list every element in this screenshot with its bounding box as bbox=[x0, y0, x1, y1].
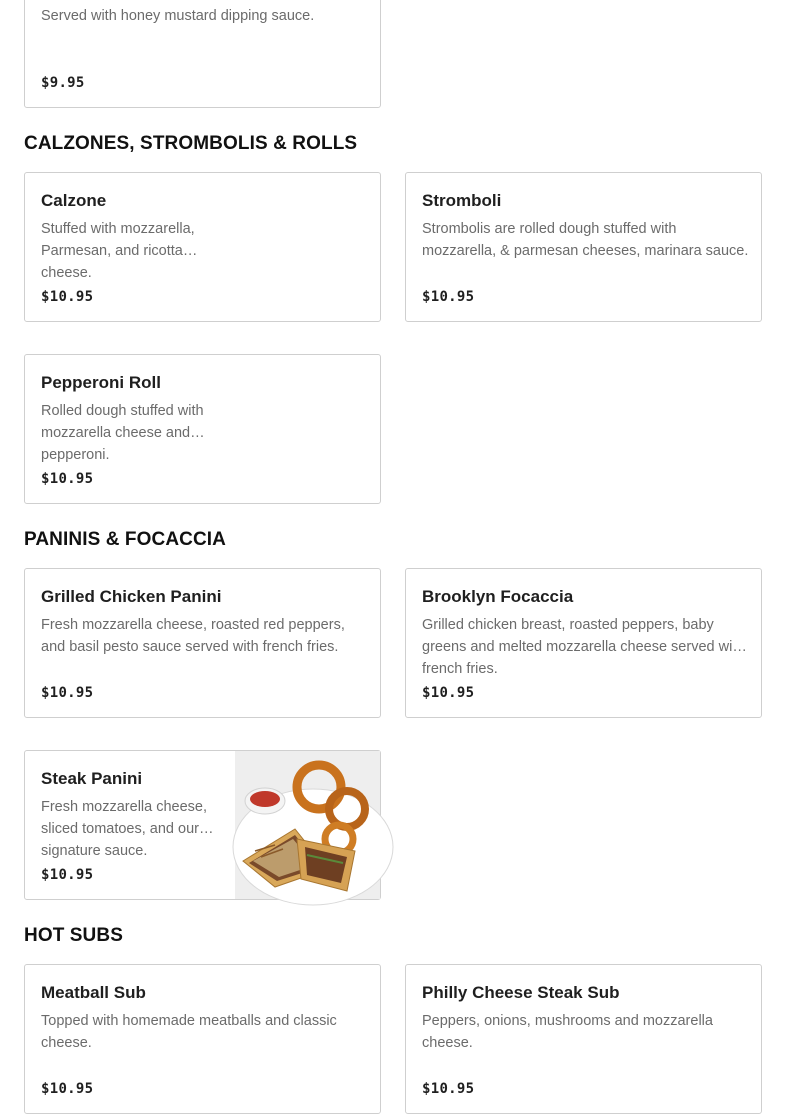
item-price: $10.95 bbox=[422, 1081, 475, 1097]
menu-item-grilled-chicken-panini[interactable] bbox=[24, 568, 381, 718]
menu-item-philly-cheese-steak-sub[interactable] bbox=[405, 964, 762, 1114]
item-name: Meatball Sub bbox=[41, 983, 146, 1002]
item-name: Philly Cheese Steak Sub bbox=[422, 983, 620, 1002]
item-name: Steak Panini bbox=[41, 769, 143, 788]
menu-item-brooklyn-focaccia[interactable] bbox=[405, 568, 762, 718]
item-description: Stuffed with mozzarella, Parmesan, and ricotta cheese. bbox=[41, 221, 195, 281]
item-name: Brooklyn Focaccia bbox=[422, 587, 574, 606]
menu-item-calzone[interactable] bbox=[24, 172, 381, 322]
item-description: Fresh mozzarella cheese, roasted red peppers, and basil pesto sauce served with french fries. bbox=[41, 617, 345, 655]
item-price: $10.95 bbox=[41, 1081, 94, 1097]
item-description: Grilled chicken breast, roasted peppers, baby greens and melted mozzarella cheese served with french fries. bbox=[422, 617, 745, 677]
item-price: $9.95 bbox=[41, 75, 85, 91]
menu-item-stromboli[interactable] bbox=[405, 172, 762, 322]
section-title-paninis: PANINIS & FOCACCIA bbox=[24, 529, 227, 550]
item-name: Pepperoni Roll bbox=[41, 373, 161, 392]
item-description: Served with honey mustard dipping sauce. bbox=[41, 8, 315, 24]
item-price: $10.95 bbox=[422, 685, 475, 701]
item-price: $10.95 bbox=[422, 289, 475, 305]
section-title-calzones: CALZONES, STROMBOLIS & ROLLS bbox=[24, 133, 358, 154]
menu-item-meatball-sub[interactable] bbox=[24, 964, 381, 1114]
item-price: $10.95 bbox=[41, 685, 94, 701]
food-image-icon bbox=[235, 751, 380, 899]
menu-item-card[interactable] bbox=[24, 0, 381, 108]
item-description: Strombolis are rolled dough stuffed with mozzarella, & parmesan cheeses, marinara sauce. bbox=[422, 221, 749, 259]
item-description: Topped with homemade meatballs and classic cheese. bbox=[41, 1013, 337, 1051]
item-price: $10.95 bbox=[41, 867, 94, 883]
item-price: $10.95 bbox=[41, 471, 94, 487]
item-name: Calzone bbox=[41, 191, 107, 210]
item-name: Stromboli bbox=[422, 191, 502, 210]
item-description: Peppers, onions, mushrooms and mozzarella cheese. bbox=[422, 1013, 713, 1051]
menu-item-steak-panini[interactable] bbox=[24, 750, 381, 900]
item-description: Fresh mozzarella cheese, sliced tomatoes, and our signature sauce. bbox=[41, 799, 208, 859]
steak-panini-photo[interactable] bbox=[235, 751, 380, 899]
item-name: Grilled Chicken Panini bbox=[41, 587, 222, 606]
menu-item-pepperoni-roll[interactable] bbox=[24, 354, 381, 504]
item-description: Rolled dough stuffed with mozzarella cheese and pepperoni. bbox=[41, 403, 204, 463]
section-title-hot-subs: HOT SUBS bbox=[24, 925, 123, 946]
item-price: $10.95 bbox=[41, 289, 94, 305]
